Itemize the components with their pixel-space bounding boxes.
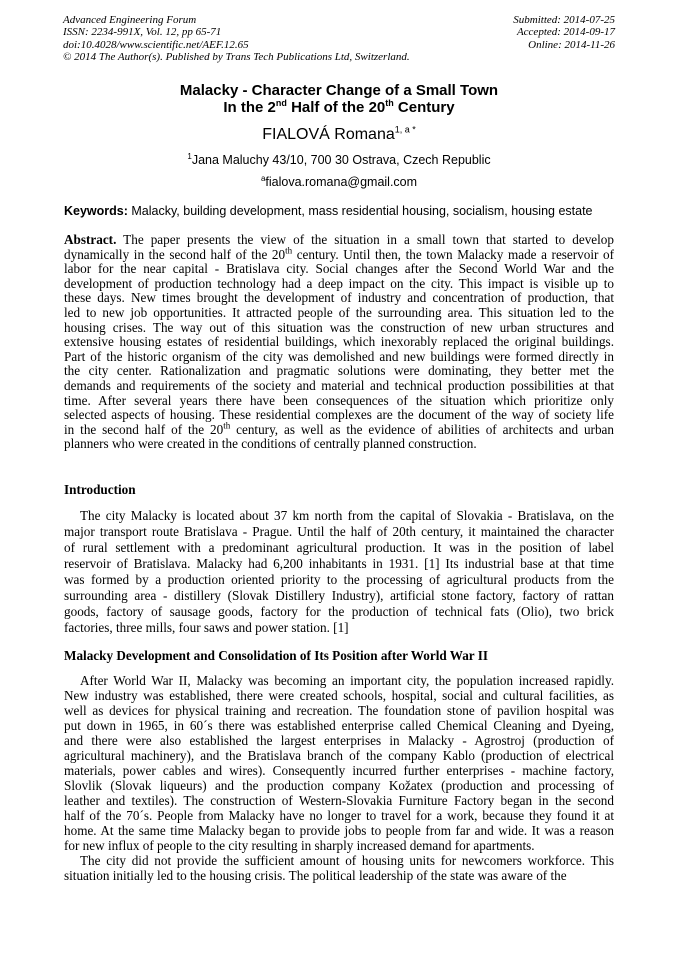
text-line (64, 245, 614, 263)
text-line (64, 291, 614, 306)
text-segment: in the second half of the 20 (64, 421, 224, 437)
text-line: was formed by a production oriented priority to the processing of agricultural products from the (64, 572, 614, 587)
text-line: New industry was established, there were created schools, hospital, social and cultural facilities, as (64, 688, 614, 703)
text-segment: labor for the near capital - Bratislava city. Social changes after the Second World War and the (64, 261, 614, 277)
section-paragraph-2 (64, 853, 614, 883)
section-heading: Malacky Development and Consolidation of Its Position after World War II (64, 648, 488, 663)
submitted-date: Submitted: 2014-07-25 (513, 14, 615, 26)
affiliation (0, 153, 678, 167)
author (0, 126, 678, 144)
email-address[interactable]: fialova.romana@gmail.com (265, 175, 418, 189)
text-segment: selected aspects of housing. These residential complexes are the document of the way of society life (64, 407, 614, 423)
superscript: th (285, 245, 293, 256)
email-sup: a (260, 173, 266, 183)
text-line (64, 321, 614, 336)
abstract (64, 233, 614, 452)
email (0, 175, 678, 189)
text-line (64, 408, 614, 423)
text-segment: these days. New times brought the development of industry and concentration of production, that (64, 290, 614, 306)
affiliation-text: Jana Maluchy 43/10, 700 30 Ostrava, Czech Republic (191, 153, 491, 167)
text-segment: century, as well as the evidence of abilities of architects and urban (230, 421, 614, 437)
text-segment: development of production technology had a deep impact on the city. This impact is visible up to (64, 275, 614, 291)
author-name: FIALOVÁ Romana (262, 126, 395, 143)
text-line (64, 233, 614, 248)
text-segment: the city center. Rationalization and pragmatic solutions were dominating, they better met the (64, 363, 614, 379)
text-line: The city did not provide the sufficient amount of housing units for newcomers workforce. This (80, 853, 614, 868)
author-sup: 1, a * (394, 124, 416, 135)
text-line: agricultural machinery), and the Bratislava branch of the company Kablo (production of electrical (64, 748, 614, 763)
text-segment: planners who were created in the conditions of centrally planned construction. (64, 436, 477, 452)
paper-title (0, 82, 678, 116)
text-segment: dynamically in the second half of the 20 (64, 246, 286, 262)
text-segment: time. After several years there have been consequences of the situation which prioritize only (64, 392, 614, 408)
introduction-heading: Introduction (64, 482, 136, 497)
text-line: for new influx of people to the city resulting in sharply increased demand for apartments. (64, 838, 535, 853)
text-segment: demands and requirements of the society and material and technical production possibilities at that (64, 377, 614, 393)
text-line: reservoir of Bratislava. Malacky had 6,200 inhabitants in 1931. [1] Its industrial base at that time (64, 556, 614, 571)
text-line (64, 306, 614, 321)
title-text: Half of the 20 (286, 99, 386, 116)
journal-name: Advanced Engineering Forum (63, 14, 197, 26)
journal-issn: ISSN: 2234-991X, Vol. 12, pp 65-71 (63, 26, 222, 39)
title-line-1: Malacky - Character Change of a Small Town (179, 82, 499, 99)
title-sup: nd (275, 98, 287, 108)
text-line: factories, three mills, four saws and power station. [1] (64, 620, 349, 635)
text-line: major transport route Bratislava - Prague. Until the half of 20th century, it maintained the character (64, 524, 614, 539)
text-line: The city Malacky is located about 37 km north from the capital of Slovakia - Bratislava, on the (80, 508, 614, 523)
text-segment: led to new job opportunities. It attracted people of the surrounding area. This situation led to the (64, 304, 614, 320)
text-line: After World War II, Malacky was becoming an important city, the population increased rapidly. (80, 673, 614, 688)
publication-dates (513, 14, 615, 51)
affiliation-sup: 1 (187, 151, 192, 161)
online-date: Online: 2014-11-26 (528, 38, 615, 51)
section-paragraph-1 (64, 673, 614, 853)
journal-info (63, 14, 410, 63)
keywords (64, 204, 593, 218)
journal-doi: doi:10.4028/www.scientific.net/AEF.12.65 (63, 38, 249, 51)
text-line: put down in 1965, in 60´s there was established enterprise called Chemical Cleaning and Dyeing, (64, 718, 614, 733)
text-segment: extensive housing estates of residential buildings, which inexorably replaced the original buildings. (64, 334, 614, 350)
text-line: situation initially led to the housing crisis. The political leadership of the state was aware of the (64, 868, 567, 883)
text-line (64, 335, 614, 350)
text-line (64, 379, 614, 394)
text-line (64, 437, 614, 452)
text-line (64, 350, 614, 365)
text-line: materials, power cables and wires). Consequently incurred further enterprises - machine factory, (64, 763, 614, 778)
copyright-line: © 2014 The Author(s). Published by Trans Tech Publications Ltd, Switzerland. (63, 50, 410, 63)
introduction-paragraph (64, 508, 614, 636)
text-line: goods, factory of sausage goods, factory for the production of technical fats (Olio), two brick (64, 604, 614, 619)
text-line: surrounding area - distillery (Slovak Distillery Industry), artificial stone factory, factory of rattan (64, 588, 614, 603)
title-line-2 (0, 99, 678, 116)
text-line: leather and textiles). The construction of Western-Slovakia Furniture Factory began in the second (64, 793, 614, 808)
title-text: In the 2 (223, 99, 276, 116)
title-sup: th (385, 98, 394, 108)
text-line (64, 394, 614, 409)
text-line: and there were also established the largest enterprises in Malacky - Agrostroj (production of (64, 733, 614, 748)
abstract-label: Abstract. (64, 232, 117, 247)
text-segment: housing crises. The way out of this situation was the construction of new urban structures and (64, 319, 614, 335)
text-segment: Part of the historic organism of the city was demolished and new buildings were formed directly in (64, 348, 614, 364)
text-segment: The paper presents the view of the situation in a small town that started to develop (116, 232, 614, 247)
text-line (64, 262, 614, 277)
text-line: home. At the same time Malacky began to provide jobs to people from far and wide. It was a reason (64, 823, 614, 838)
accepted-date: Accepted: 2014-09-17 (516, 26, 615, 39)
text-line (64, 277, 614, 292)
title-text: Century (393, 99, 455, 116)
keywords-label: Keywords: (64, 204, 128, 218)
text-line: half of the 70´s. People from Malacky have no longer to travel for a work, because they found it at (64, 808, 614, 823)
text-line (64, 364, 614, 379)
text-line (64, 420, 614, 438)
text-segment: century. Until then, the town Malacky made a reservoir of (292, 246, 614, 262)
keywords-text: Malacky, building development, mass residential housing, socialism, housing estate (127, 204, 593, 218)
superscript: th (223, 420, 231, 431)
text-line: Slovlik (Slovak liqueurs) and the production company Kožatex (production and processing of (64, 778, 614, 793)
text-line: well as devices for physical training and recreation. The foundation stone of pavilion hospital was (64, 703, 614, 718)
text-line: of rural settlement with a predominant agricultural production. It was in the position of label (64, 540, 614, 555)
